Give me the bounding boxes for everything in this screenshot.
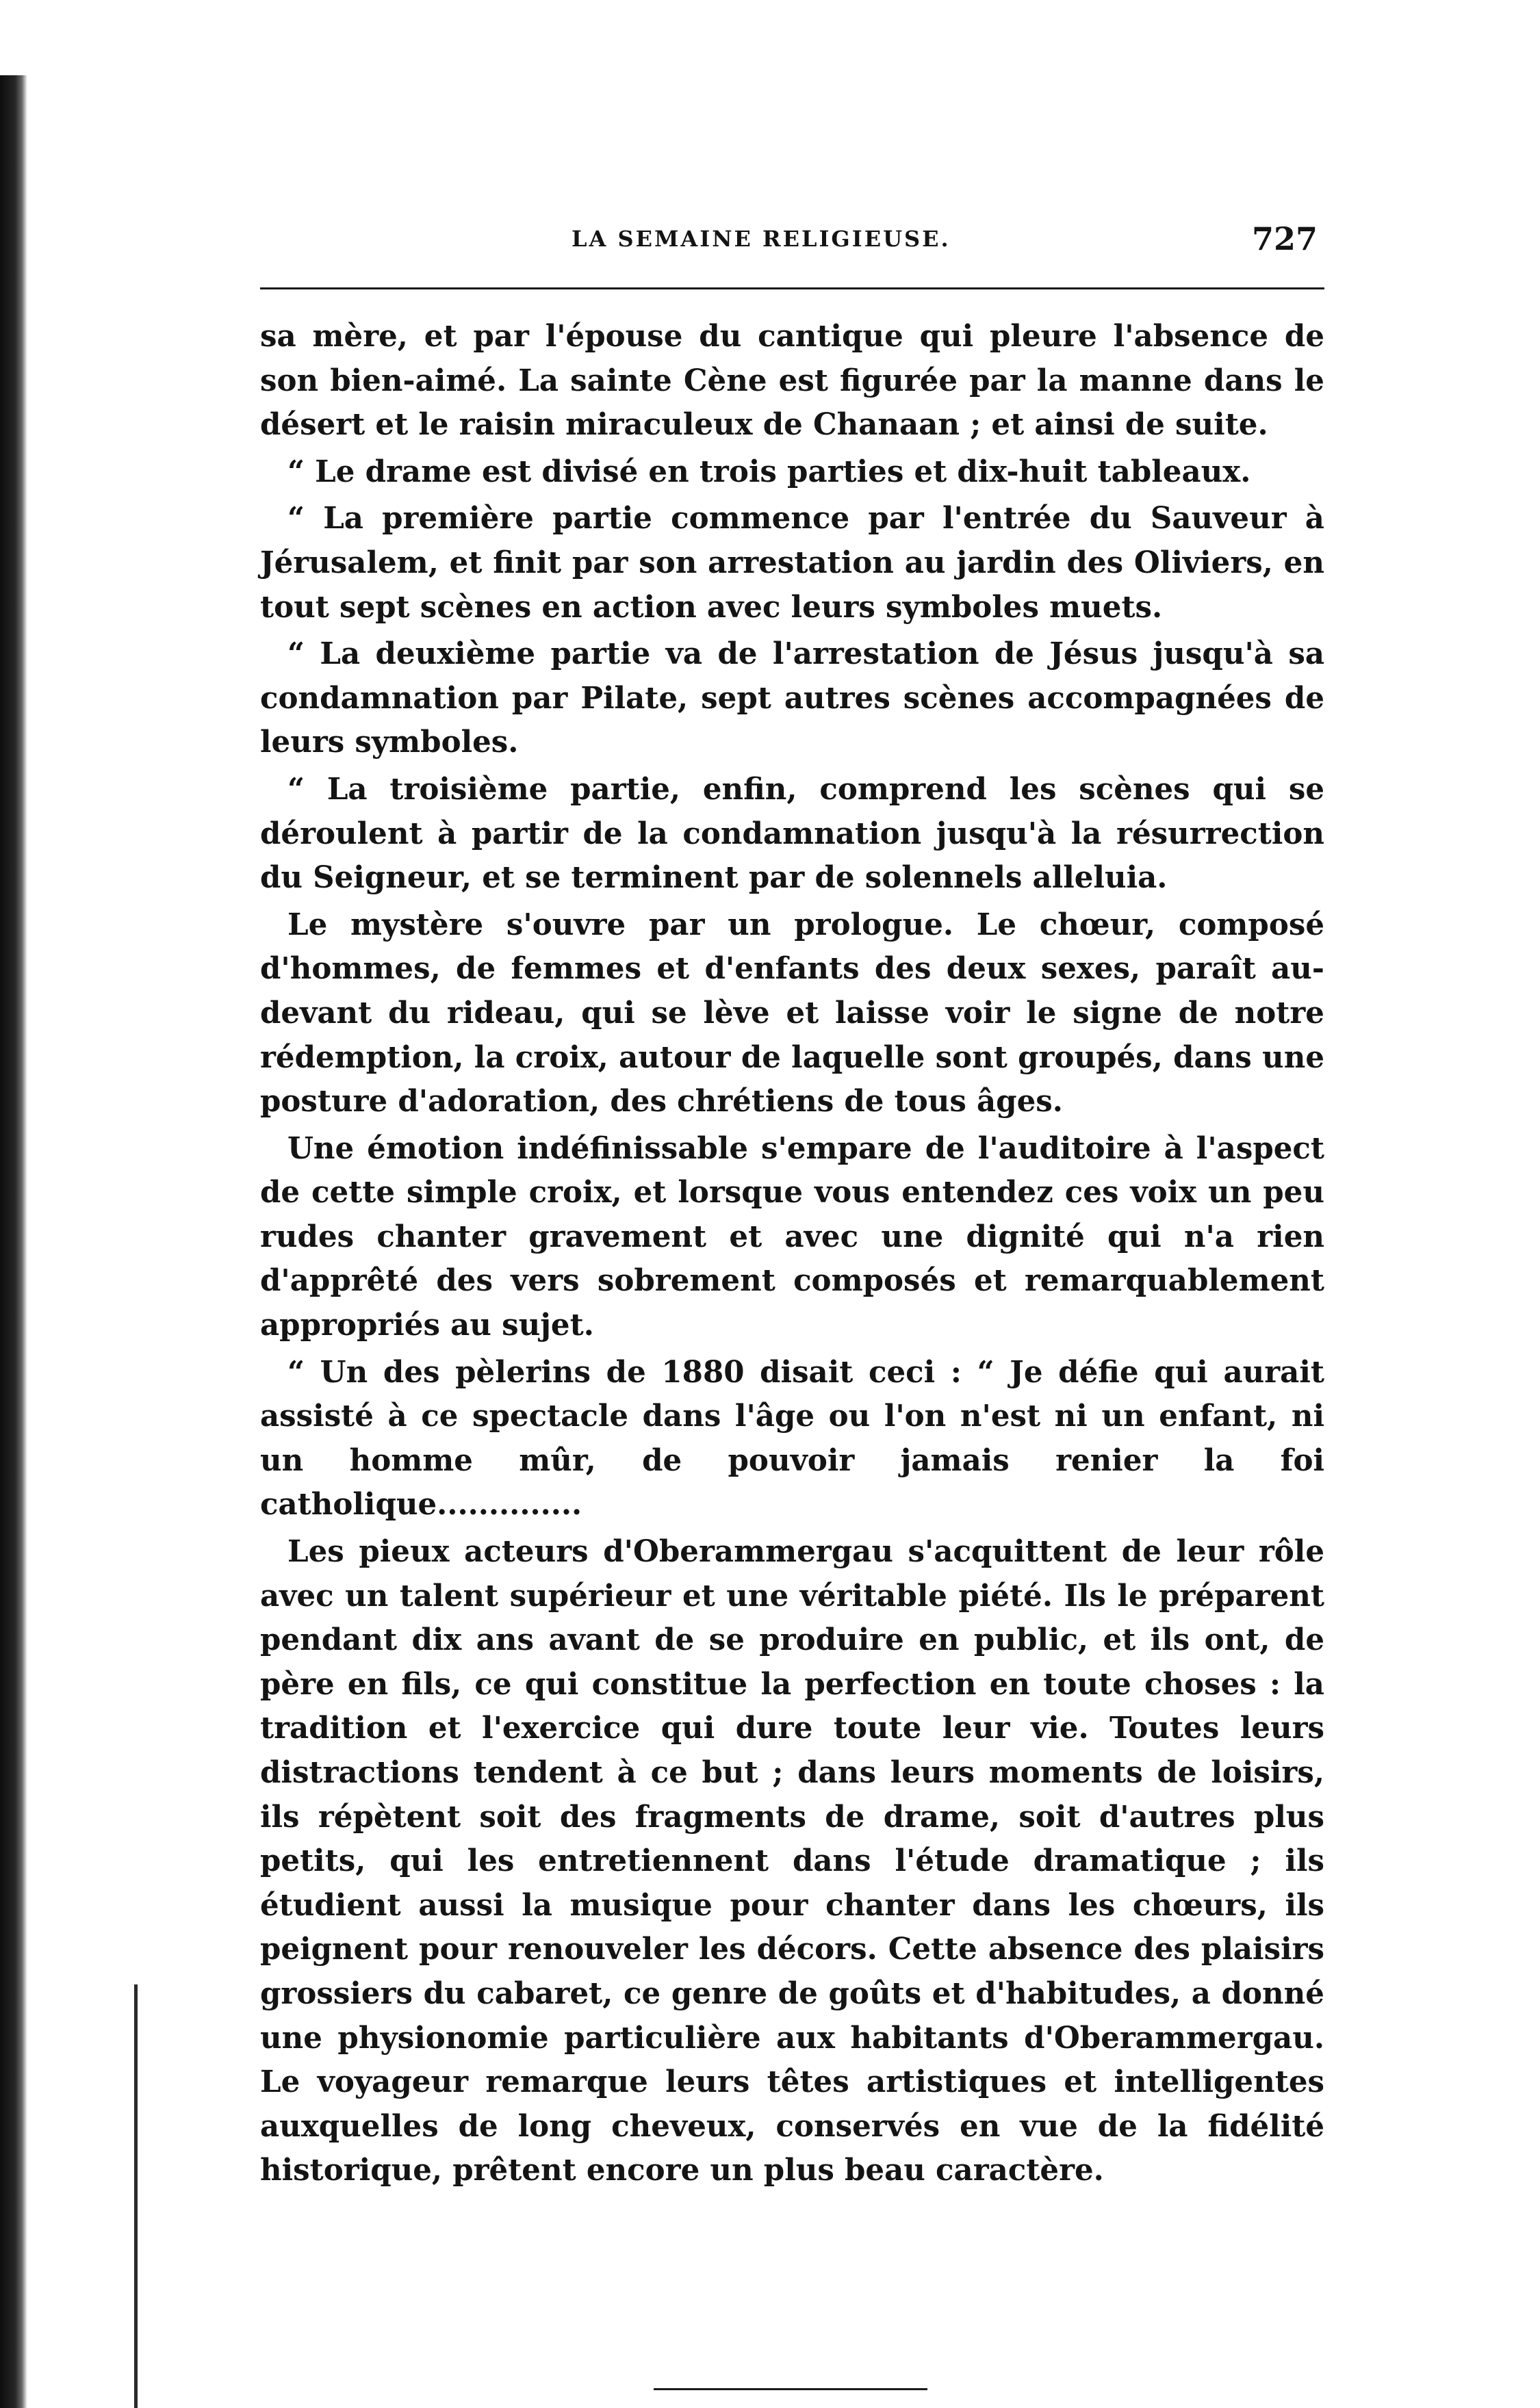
paragraph-9: Les pieux acteurs d'Oberammergau s'acquittent de leur rôle avec un talent supérieur et une véritable piété. Ils le préparent pendant dix ans avant de se produire en public, et ils ont, de père en fils, ce qui constitue la perfection en toute choses : la tradition et l'exercice qui dure toute leur vie. Toutes leurs distractions tendent à ce but ; dans leurs moments de loisirs, ils répètent soit des fragments de drame, soit d'autres plus petits, qui les entretiennent dans l'étude dramatique ; ils étudient aussi la musique pour chanter dans les chœurs, ils peignent pour renouveler les décors. Cette absence des plaisirs grossiers du cabaret, ce genre de goûts et d'habitudes, a donné une physionomie particulière aux habitants d'Oberammergau. Le voyageur remarque leurs têtes artistiques et intelligentes auxquelles de long cheveux, conservés en vue de la fidélité historique, prêtent encore un plus beau caractère. — [260, 1534, 1324, 2188]
page-edge-line — [134, 1984, 138, 2408]
paragraph-2: “ Le drame est divisé en trois parties et dix-huit tableaux. — [287, 454, 1251, 489]
paragraph-6: Le mystère s'ouvre par un prologue. Le chœur, composé d'hommes, de femmes et d'enfants des deux sexes, paraît au-devant du rideau, qui se lève et laisse voir le signe de notre rédemption, la croix, autour de laquelle sont groupés, dans une posture d'adoration, des chrétiens de tous âges. — [260, 907, 1324, 1119]
header-rule — [260, 287, 1324, 289]
paragraph-8: “ Un des pèlerins de 1880 disait ceci : “ Je défie qui aurait assisté à ce spectacle dans l'âge ou l'on n'est ni un enfant, ni un homme mûr, de pouvoir jamais renier la foi catholique.............. — [260, 1354, 1324, 1523]
page-header — [260, 220, 1324, 267]
document-page — [260, 220, 1324, 2188]
page-number: 727 — [1251, 220, 1318, 257]
paragraph-7: Une émotion indéfinissable s'empare de l'auditoire à l'aspect de cette simple croix, et lorsque vous entendez ces voix un peu rudes chanter gravement et avec une dignité qui n'a rien d'apprêté des vers sobrement composés et remarquablement appropriés au sujet. — [260, 1130, 1324, 1343]
paragraph-3: “ La première partie commence par l'entrée du Sauveur à Jérusalem, et finit par son arrestation au jardin des Oliviers, en tout sept scènes en action avec leurs symboles muets. — [260, 501, 1324, 625]
paragraph-5: “ La troisième partie, enfin, comprend les scènes qui se déroulent à partir de la condamnation jusqu'à la résurrection du Seigneur, et se terminent par de solennels alleluia. — [260, 771, 1324, 896]
running-title: LA SEMAINE RELIGIEUSE. — [572, 226, 951, 252]
closing-rule — [654, 2388, 927, 2390]
paragraph-4: “ La deuxième partie va de l'arrestation de Jésus jusqu'à sa condamnation par Pilate, sept autres scènes accompagnées de leurs symboles. — [260, 636, 1324, 760]
body-text — [260, 315, 1324, 2196]
paragraph-1: sa mère, et par l'épouse du cantique qui pleure l'absence de son bien-aimé. La sainte Cène est figurée par la manne dans le désert et le raisin miraculeux de Chanaan ; et ainsi de suite. — [260, 319, 1324, 443]
book-spine-shadow — [0, 75, 27, 2408]
